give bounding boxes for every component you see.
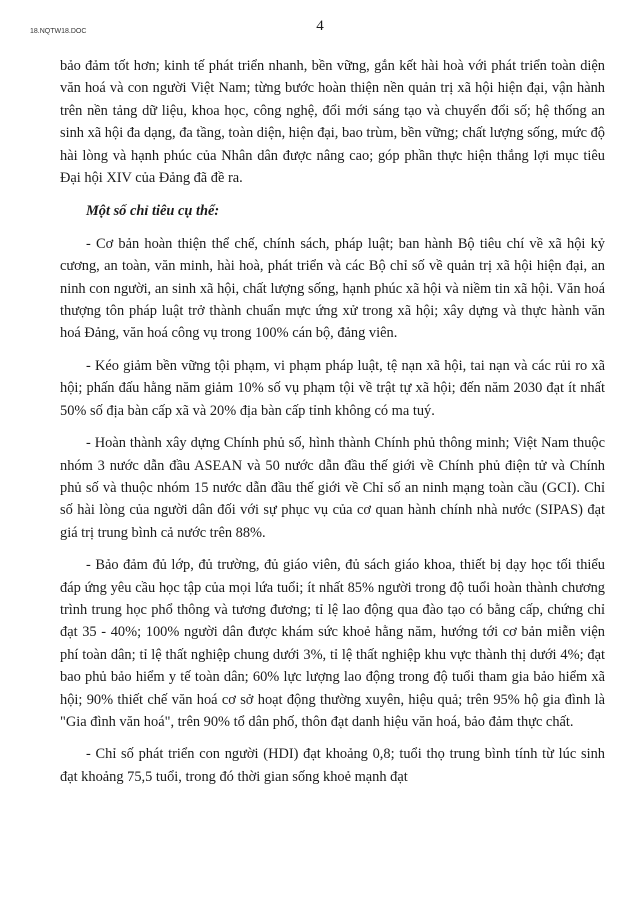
item-paragraph: - Hoàn thành xây dựng Chính phủ số, hình thành Chính phủ thông minh; Việt Nam thuộc nhóm 3 nước dẫn đầu ASEAN và 50 nước dẫn đầu thế giới về Chính phủ điện tử và Chính phủ số và thuộc nhóm 15 nước dẫn đầu thế giới về Chỉ số an ninh mạng toàn cầu (GCI). Chỉ số hài lòng của người dân đối với sự phục vụ của cơ quan hành chính nhà nước (SIPAS) đạt giá trị trung bình cả nước trên 88%. — [60, 435, 605, 541]
item-paragraph: - Chỉ số phát triển con người (HDI) đạt khoảng 0,8; tuổi thọ trung bình tính từ lúc sinh đạt khoảng 75,5 tuổi, trong đó thời gian sống khoẻ mạnh đạt — [60, 746, 605, 785]
section-heading: Một số chỉ tiêu cụ thể: — [86, 203, 220, 220]
item-paragraph: - Kéo giảm bền vững tội phạm, vi phạm pháp luật, tệ nạn xã hội, tai nạn và các rủi ro xã hội; phấn đấu hằng năm giảm 10% số vụ phạm tội về trật tự xã hội; đến năm 2030 đạt ít nhất 50% số địa bàn cấp xã và 20% địa bàn cấp tỉnh không có ma tuý. — [60, 357, 605, 419]
page-number: 4 — [316, 18, 324, 34]
intro-paragraph: bảo đảm tốt hơn; kinh tế phát triển nhanh, bền vững, gắn kết hài hoà với phát triển toàn diện văn hoá và con người Việt Nam; từng bước hoàn thiện nền quản trị xã hội hiện đại, vận hành trên nền tảng dữ liệu, khoa học, công nghệ, đổi mới sáng tạo và chuyển đổi số; hệ thống an sinh xã hội đa dạng, đa tầng, toàn diện, hiện đại, bao trùm, bền vững; chất lượng sống, mức độ hài lòng và hạnh phúc của Nhân dân được nâng cao; góp phần thực hiện thắng lợi mục tiêu Đại hội XIV của Đảng đã đề ra. — [60, 58, 605, 187]
document-code: 18.NQTW18.DOC — [30, 28, 87, 35]
document-body — [60, 55, 605, 788]
item-paragraph: - Cơ bản hoàn thiện thể chế, chính sách, pháp luật; ban hành Bộ tiêu chí về xã hội kỷ cương, an toàn, văn minh, hài hoà, phát triển và các Bộ chỉ số về quản trị xã hội hiện đại, an ninh con người, an sinh xã hội, chất lượng sống, hạnh phúc xã hội và niềm tin xã hội. Văn hoá thượng tôn pháp luật trở thành chuẩn mực ứng xử trong xã hội; xây dựng và thực hành văn hoá Đảng, văn hoá công vụ trong 100% cán bộ, đảng viên. — [60, 235, 605, 342]
item-paragraph: - Bảo đảm đủ lớp, đủ trường, đủ giáo viên, đủ sách giáo khoa, thiết bị dạy học tối thiểu đáp ứng yêu cầu học tập của mọi lứa tuổi; ít nhất 85% người trong độ tuổi hoàn thành chương trình trung học phổ thông và tương đương; tỉ lệ lao động qua đào tạo có bằng cấp, chứng chỉ đạt 35 - 40%; 100% người dân được khám sức khoẻ hằng năm, hướng tới cơ bản miễn viện phí toàn dân; tỉ lệ thất nghiệp chung dưới 3%, tỉ lệ thất nghiệp khu vực thành thị dưới 4%; đạt bao phủ bảo hiểm y tế toàn dân; 60% lực lượng lao động trong độ tuổi tham gia bảo hiểm xã hội; 90% thiết chế văn hoá cơ sở hoạt động thường xuyên, hiệu quả; trên 95% hộ gia đình là "Gia đình văn hoá", trên 90% tổ dân phố, thôn đạt danh hiệu văn hoá, bảo đảm thực chất. — [60, 557, 605, 730]
